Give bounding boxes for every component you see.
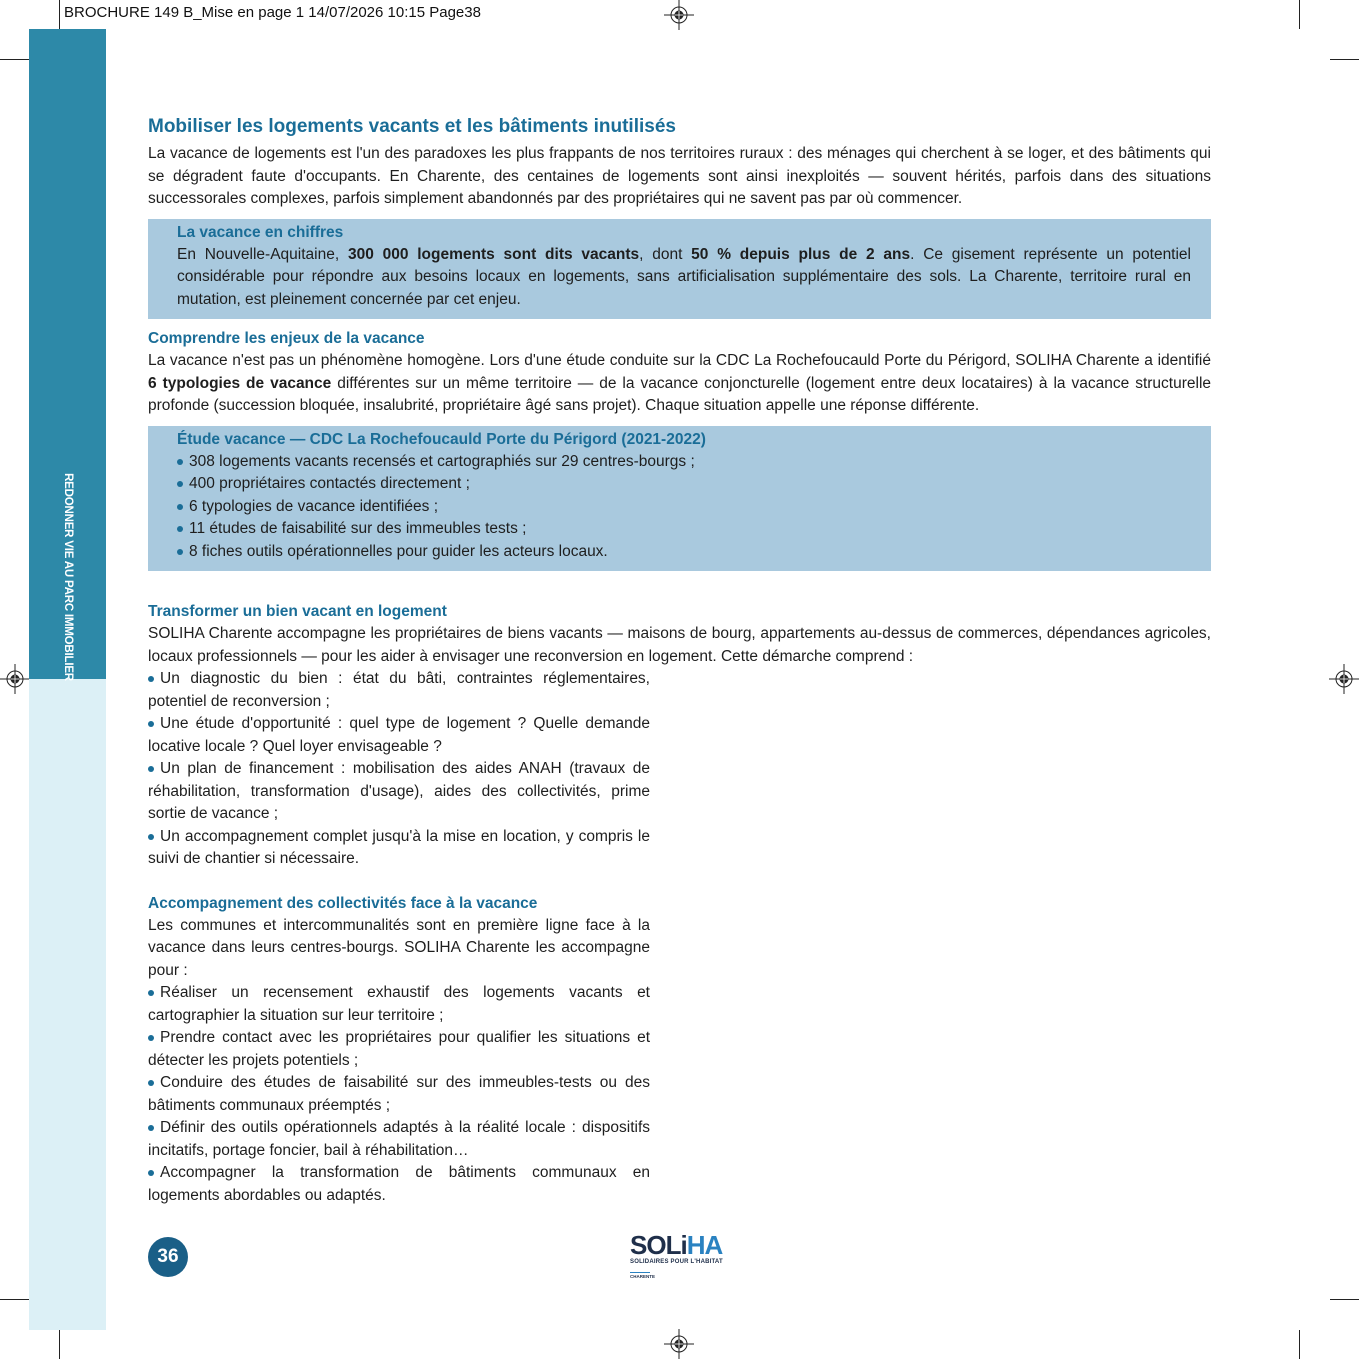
bullet-icon bbox=[148, 1080, 154, 1086]
study-box bbox=[148, 426, 1211, 572]
crop-mark bbox=[0, 1299, 29, 1300]
section-paragraph: SOLIHA Charente accompagne les propriétaires de biens vacants — maisons de bourg, appartements au-dessus de commerces, dépendances agricoles, locaux professionnels — pour les aider à envisager une reconversion en logement. Cette démarche comprend : bbox=[148, 625, 1211, 665]
stats-box-title: La vacance en chiffres bbox=[177, 223, 344, 241]
list-item: Un plan de financement : mobilisation des aides ANAH (travaux de réhabilitation, transformation d'usage), aides des collectivités, prime sortie de vacance ; bbox=[148, 760, 650, 822]
registration-mark-icon bbox=[664, 1329, 694, 1359]
list-item: Une étude d'opportunité : quel type de logement ? Quelle demande locative locale ? Quel loyer envisageable ? bbox=[148, 715, 650, 755]
main-content bbox=[148, 114, 1211, 1207]
side-section-label: REDONNER VIE AU PARC IMMOBILIER bbox=[62, 473, 74, 681]
crop-mark bbox=[1330, 59, 1359, 60]
print-slug: BROCHURE 149 B_Mise en page 1 14/07/2026 10:15 Page38 bbox=[64, 4, 481, 21]
bullet-icon bbox=[177, 549, 183, 555]
page-number: 36 bbox=[148, 1237, 188, 1277]
bullet-icon bbox=[148, 721, 154, 727]
bullet-icon bbox=[177, 481, 183, 487]
list-item: Un accompagnement complet jusqu'à la mise en location, y compris le suivi de chantier si nécessaire. bbox=[148, 827, 650, 867]
logo-wordmark: SOLiHA bbox=[630, 1230, 723, 1260]
bullet-icon bbox=[177, 459, 183, 465]
registration-mark-icon bbox=[664, 0, 694, 30]
bullet-icon bbox=[177, 504, 183, 510]
section-heading: Comprendre les enjeux de la vacance bbox=[148, 330, 425, 347]
stat-highlight: 50 % depuis plus de 2 ans bbox=[691, 245, 911, 263]
reconversion-list bbox=[148, 668, 650, 871]
collectivites-section bbox=[148, 893, 650, 1208]
intro-paragraph: La vacance de logements est l'un des paradoxes les plus frappants de nos territoires ruraux : des ménages qui cherchent à se loger, et des bâtiments qui se dégradent faute d'occupants. En Charente, des centaines de logements sont ainsi inexploités — souvent hérités, parfois dans des situations successorales complexes, parfois simplement abandonnés par des propriétaires qui ne savent pas par où commencer. bbox=[148, 145, 1211, 207]
crop-mark bbox=[59, 0, 60, 29]
stats-box-text: En Nouvelle-Aquitaine, 300 000 logements sont dits vacants, dont 50 % depuis plus de 2 ans. Ce gisement représente un potentiel considérable pour répondre aux besoins locaux en logements, sans artificialisation supplémentaire des sols. La Charente, territoire rural en mutation, est pleinement concernée par cet enjeu. bbox=[177, 245, 1191, 308]
bullet-icon bbox=[148, 676, 154, 682]
stats-box bbox=[148, 219, 1211, 320]
bullet-icon bbox=[177, 526, 183, 532]
list-item: Réaliser un recensement exhaustif des logements vacants et cartographier la situation sur leur territoire ; bbox=[148, 984, 650, 1024]
registration-mark-icon bbox=[0, 664, 30, 694]
crop-mark bbox=[1330, 1299, 1359, 1300]
crop-mark bbox=[59, 1330, 60, 1359]
list-item: 400 propriétaires contactés directement ; bbox=[177, 473, 1191, 496]
crop-mark bbox=[1299, 1330, 1300, 1359]
list-item: 8 fiches outils opérationnelles pour guider les acteurs locaux. bbox=[177, 541, 1191, 564]
logo-subtitle: CHARENTE bbox=[630, 1274, 656, 1279]
bullet-icon bbox=[148, 1035, 154, 1041]
page-title: Mobiliser les logements vacants et les bâtiments inutilisés bbox=[148, 116, 676, 137]
list-item: Conduire des études de faisabilité sur des immeubles-tests ou des bâtiments communaux préemptés ; bbox=[148, 1074, 650, 1114]
section-heading: Accompagnement des collectivités face à la vacance bbox=[148, 894, 538, 912]
section-paragraph: La vacance n'est pas un phénomène homogène. Lors d'une étude conduite sur la CDC La Rochefoucauld Porte du Périgord, SOLIHA Charente a identifié 6 typologies de vacance différentes sur un même territoire — de la vacance conjoncturelle (logement entre deux locataires) à la vacance structurelle profonde (succession bloquée, insalubrité, propriétaire âgé sans projet). Chaque situation appelle une réponse différente. bbox=[148, 352, 1212, 414]
bullet-icon bbox=[148, 990, 154, 996]
registration-mark-icon bbox=[1329, 664, 1359, 694]
list-item: 11 études de faisabilité sur des immeubles tests ; bbox=[177, 518, 1191, 541]
text-highlight: 6 typologies de vacance bbox=[148, 374, 332, 392]
section-paragraph: Les communes et intercommunalités sont en première ligne face à la vacance dans leurs centres-bourgs. SOLIHA Charente les accompagne pour : bbox=[148, 916, 650, 979]
crop-mark bbox=[1299, 0, 1300, 29]
section-heading: Transformer un bien vacant en logement bbox=[148, 603, 447, 620]
list-item: Prendre contact avec les propriétaires pour qualifier les situations et détecter les projets potentiels ; bbox=[148, 1029, 650, 1069]
crop-mark bbox=[0, 59, 29, 60]
side-band-light bbox=[29, 679, 106, 1330]
bullet-icon bbox=[148, 1125, 154, 1131]
list-item: 308 logements vacants recensés et cartographiés sur 29 centres-bourgs ; bbox=[177, 451, 1191, 474]
study-box-title: Étude vacance — CDC La Rochefoucauld Porte du Périgord (2021-2022) bbox=[177, 430, 706, 448]
list-item: Un diagnostic du bien : état du bâti, contraintes réglementaires, potentiel de reconversion ; bbox=[148, 670, 650, 710]
logo-divider bbox=[630, 1272, 650, 1273]
bullet-icon bbox=[148, 834, 154, 840]
soliha-logo bbox=[630, 1232, 730, 1279]
logo-tagline: SOLIDAIRES POUR L'HABITAT bbox=[630, 1259, 723, 1265]
stat-highlight: 300 000 logements sont dits vacants bbox=[347, 245, 640, 263]
list-item: Définir des outils opérationnels adaptés à la réalité locale : dispositifs incitatifs, portage foncier, bail à réhabilitation… bbox=[148, 1119, 650, 1159]
list-item: 6 typologies de vacance identifiées ; bbox=[177, 496, 1191, 519]
list-item: Accompagner la transformation de bâtiments communaux en logements abordables ou adaptés. bbox=[148, 1164, 650, 1204]
bullet-icon bbox=[148, 1170, 154, 1176]
bullet-icon bbox=[148, 766, 154, 772]
